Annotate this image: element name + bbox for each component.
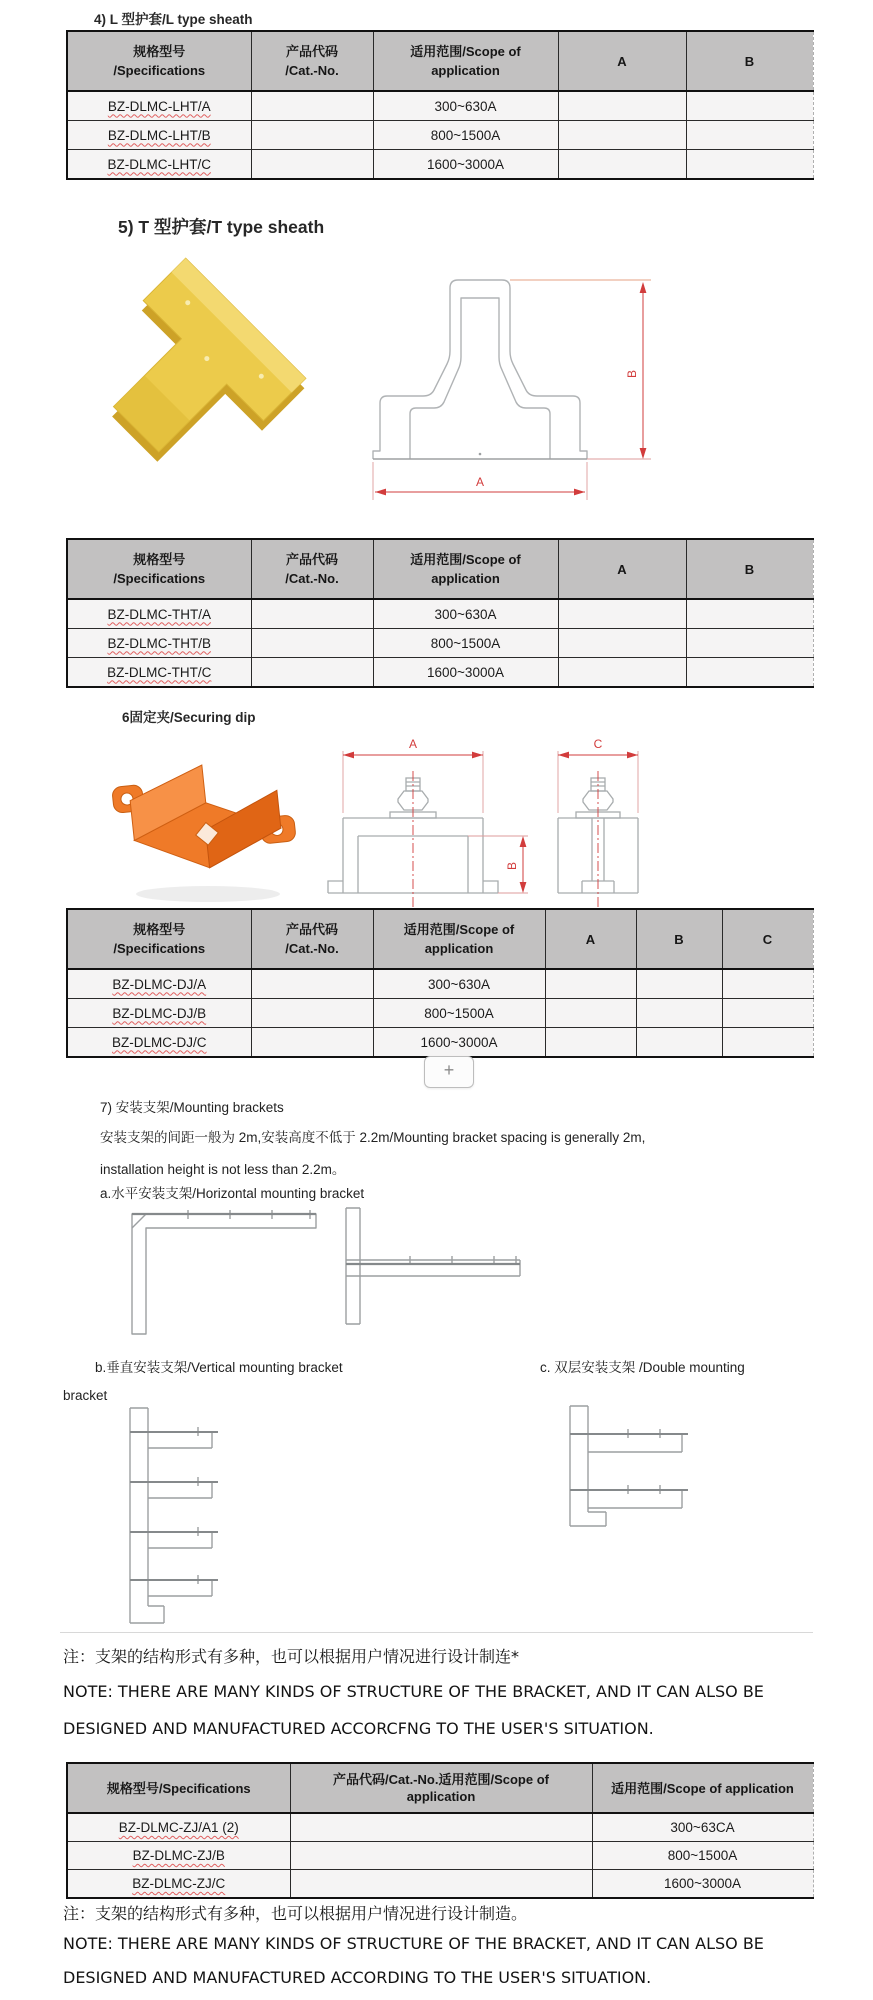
header-scope: 适用范围/Scope of application [373, 909, 545, 969]
note2-en-line2: DESIGNED AND MANUFACTURED ACCORDING TO THE USER'S SITUATION. [63, 1968, 652, 1987]
item-b-caption: b.垂直安装支架/Vertical mounting bracket [95, 1360, 343, 1375]
table-row [67, 91, 813, 121]
cat-cell [251, 658, 373, 688]
model-code: BZ-DLMC-THT/B [107, 635, 211, 651]
table-row [67, 629, 813, 658]
model-code: BZ-DLMC-DJ/A [112, 976, 207, 992]
bracket-spacing-paragraph-line1: 安装支架的间距一般为 2m,安装高度不低于 2.2m/Mounting bracket spacing is generally 2m, [100, 1130, 646, 1145]
scope-cell: 800~1500A [373, 121, 558, 150]
model-cell [67, 999, 251, 1028]
table-row [67, 1870, 813, 1899]
table-row [67, 599, 813, 629]
model-cell [67, 1842, 290, 1870]
dim-label-b: B [505, 861, 519, 871]
table-row [67, 1028, 813, 1058]
header-cat-no: 产品代码 /Cat.-No. [251, 539, 373, 599]
dim-label-a: A [408, 737, 418, 751]
model-cell [67, 599, 251, 629]
scope-cell: 1600~3000A [373, 658, 558, 688]
model-code: BZ-DLMC-THT/C [107, 664, 212, 680]
model-code: BZ-DLMC-ZJ/A1 (2) [118, 1820, 239, 1835]
dim-b-cell [686, 629, 813, 658]
note2-cn: 注：支架的结构形式有多种，也可以根据用户情况进行设计制造。 [63, 1904, 528, 1923]
section-6-heading: 6固定夹/Securing dip [122, 710, 256, 725]
dim-a-cell [545, 969, 636, 999]
scope-cell: 300~630A [373, 91, 558, 121]
cat-cell [290, 1842, 592, 1870]
table-row [67, 121, 813, 150]
scope-cell: 800~1500A [373, 999, 545, 1028]
scope-cell: 1600~3000A [373, 1028, 545, 1058]
t-sheath-photo [88, 250, 308, 518]
dim-c-cell [722, 1028, 813, 1058]
dim-b-cell [686, 599, 813, 629]
cat-cell [251, 150, 373, 180]
table-row [67, 150, 813, 180]
header-scope: 适用范围/Scope of application [373, 539, 558, 599]
section-7-heading: 7) 安装支架/Mounting brackets [100, 1100, 284, 1115]
cat-cell [290, 1870, 592, 1899]
header-specifications: 规格型号 /Specifications [67, 539, 251, 599]
header-dim-b: B [636, 909, 722, 969]
dim-a-cell [558, 150, 686, 180]
dim-b-cell [686, 150, 813, 180]
item-a-caption: a.水平安装支架/Horizontal mounting bracket [100, 1186, 365, 1201]
model-code: BZ-DLMC-DJ/B [112, 1005, 207, 1021]
model-cell [67, 658, 251, 688]
cat-cell [251, 599, 373, 629]
t-sheath-table [66, 538, 814, 688]
securing-clip-drawing [318, 733, 670, 915]
horizontal-bracket-drawing [118, 1202, 548, 1342]
mounting-bracket-table [66, 1762, 814, 1899]
model-cell [67, 629, 251, 658]
vertical-bracket-drawing [100, 1404, 235, 1632]
model-cell [67, 150, 251, 180]
cat-cell [251, 91, 373, 121]
dim-a-cell [558, 658, 686, 688]
dim-a-cell [545, 1028, 636, 1058]
note1-en-line1: NOTE: THERE ARE MANY KINDS OF STRUCTURE OF THE BRACKET, AND IT CAN ALSO BE [63, 1682, 764, 1701]
header-cat-no-scope: 产品代码/Cat.-No.适用范围/Scope of application [290, 1763, 592, 1813]
section-divider [60, 1632, 813, 1633]
note1-en-line2: DESIGNED AND MANUFACTURED ACCORCFNG TO THE USER'S SITUATION. [63, 1719, 654, 1738]
dim-b-cell [636, 999, 722, 1028]
note2-en-line1: NOTE: THERE ARE MANY KINDS OF STRUCTURE OF THE BRACKET, AND IT CAN ALSO BE [63, 1934, 764, 1953]
dim-b-cell [686, 121, 813, 150]
l-sheath-table-header [67, 31, 813, 91]
model-cell [67, 1870, 290, 1899]
model-cell [67, 1813, 290, 1842]
dim-c-cell [722, 969, 813, 999]
model-code: BZ-DLMC-DJ/C [112, 1034, 207, 1050]
scope-cell: 800~1500A [592, 1842, 813, 1870]
dim-a-cell [558, 91, 686, 121]
securing-clip-table-header [67, 909, 813, 969]
table-row [67, 1813, 813, 1842]
header-specifications: 规格型号 /Specifications [67, 31, 251, 91]
dim-b-cell [686, 658, 813, 688]
model-cell [67, 121, 251, 150]
model-code: BZ-DLMC-LHT/A [107, 98, 211, 114]
securing-clip-table [66, 908, 814, 1058]
header-dim-b: B [686, 31, 813, 91]
dim-a-cell [545, 999, 636, 1028]
cat-cell [251, 629, 373, 658]
header-cat-no: 产品代码 /Cat.-No. [251, 31, 373, 91]
model-cell [67, 91, 251, 121]
scope-cell: 300~630A [373, 599, 558, 629]
l-sheath-table [66, 30, 814, 180]
section-5-heading: 5) T 型护套/T type sheath [118, 217, 325, 237]
scope-cell: 300~63CA [592, 1813, 813, 1842]
cat-cell [251, 1028, 373, 1058]
cat-cell [251, 969, 373, 999]
header-cat-no: 产品代码 /Cat.-No. [251, 909, 373, 969]
expand-button[interactable]: + [424, 1056, 474, 1088]
table-row [67, 999, 813, 1028]
scope-cell: 300~630A [373, 969, 545, 999]
securing-clip-photo [108, 738, 303, 910]
header-dim-a: A [558, 539, 686, 599]
cat-cell [251, 999, 373, 1028]
header-dim-a: A [558, 31, 686, 91]
dim-label-a: A [475, 475, 485, 489]
section-4-heading: 4) L 型护套/L type sheath [94, 12, 253, 27]
header-dim-b: B [686, 539, 813, 599]
dim-label-b: B [625, 369, 639, 379]
mounting-bracket-table-header [67, 1763, 813, 1813]
header-scope: 适用范围/Scope of application [373, 31, 558, 91]
table-row [67, 658, 813, 688]
header-specifications: 规格型号 /Specifications [67, 909, 251, 969]
model-code: BZ-DLMC-THT/A [107, 606, 211, 622]
model-cell [67, 1028, 251, 1058]
item-c-caption: c. 双层安装支架 /Double mounting [540, 1360, 745, 1375]
dim-b-cell [686, 91, 813, 121]
model-code: BZ-DLMC-ZJ/B [132, 1848, 225, 1863]
dim-label-c: C [593, 737, 603, 751]
t-sheath-drawing [295, 248, 665, 518]
cat-cell [290, 1813, 592, 1842]
scope-cell: 800~1500A [373, 629, 558, 658]
model-code: BZ-DLMC-ZJ/C [132, 1876, 226, 1891]
t-sheath-table-header [67, 539, 813, 599]
header-dim-c: C [722, 909, 813, 969]
table-row [67, 1842, 813, 1870]
table-row [67, 969, 813, 999]
header-specifications: 规格型号/Specifications [67, 1763, 290, 1813]
model-code: BZ-DLMC-LHT/C [107, 156, 211, 172]
dim-b-cell [636, 969, 722, 999]
model-cell [67, 969, 251, 999]
header-dim-a: A [545, 909, 636, 969]
dim-b-cell [636, 1028, 722, 1058]
dim-a-cell [558, 121, 686, 150]
item-c-caption-wrap: bracket [63, 1388, 108, 1403]
scope-cell: 1600~3000A [592, 1870, 813, 1899]
cat-cell [251, 121, 373, 150]
scope-cell: 1600~3000A [373, 150, 558, 180]
model-code: BZ-DLMC-LHT/B [107, 127, 211, 143]
header-scope: 适用范围/Scope of application [592, 1763, 813, 1813]
note1-cn: 注：支架的结构形式有多种，也可以根据用户情况进行设计制连* [63, 1647, 520, 1666]
dim-a-cell [558, 599, 686, 629]
dim-c-cell [722, 999, 813, 1028]
double-bracket-drawing [548, 1404, 698, 1539]
bracket-spacing-paragraph-line2: installation height is not less than 2.2m。 [100, 1162, 346, 1177]
dim-a-cell [558, 629, 686, 658]
